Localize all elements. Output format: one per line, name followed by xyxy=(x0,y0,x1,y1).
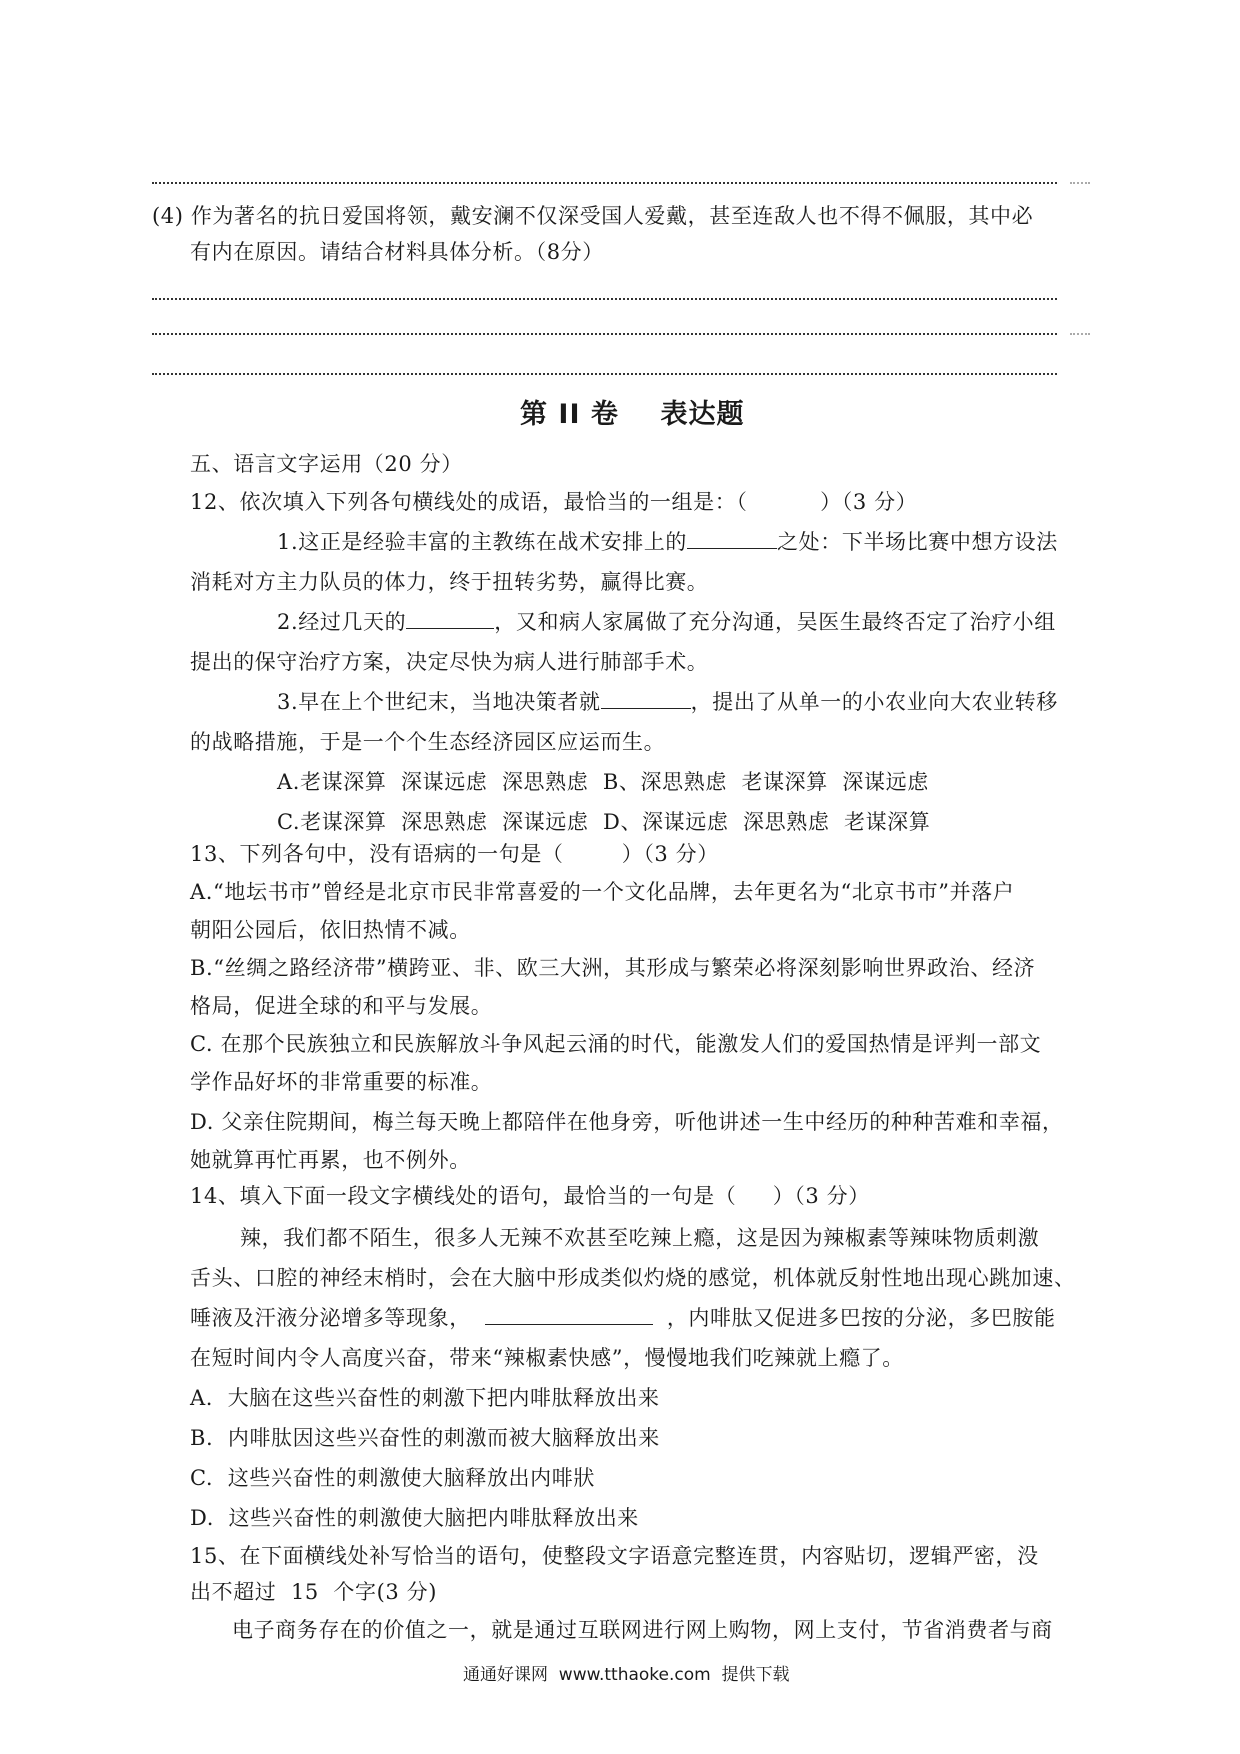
q14-para-line2: 舌头、口腔的神经末梢时，会在大脑中形成类似灼烧的感觉，机体就反射性地出现心跳加速、 xyxy=(190,1266,1076,1290)
q12-s3-part-a: 3.早在上个世纪末，当地决策者就 xyxy=(277,690,601,714)
q12-sentence3 xyxy=(277,686,1058,716)
q13-option-b-line2: 格局，促进全球的和平与发展。 xyxy=(190,994,493,1018)
q12-sentence2 xyxy=(277,606,1056,636)
q13-option-a-line2: 朝阳公园后，依旧热情不减。 xyxy=(190,918,471,942)
q14-stem: 14、填入下面一段文字横线处的语句，最恰当的一句是（ ）（3 分） xyxy=(190,1184,870,1208)
q14-option-a: A. 大脑在这些兴奋性的刺激下把内啡肽释放出来 xyxy=(190,1386,660,1410)
page-footer: 通通好课网 www.tthaoke.com 提供下载 xyxy=(463,1665,790,1685)
q12-options-ab: A.老谋深算 深谋远虑 深思熟虑 B、深思熟虑 老谋深算 深谋远虑 xyxy=(277,770,929,794)
q12-s2-cont: 提出的保守治疗方案，决定尽快为病人进行肺部手术。 xyxy=(190,650,709,674)
q4-line2: 有内在原因。请结合材料具体分析。（8分） xyxy=(190,240,604,264)
fill-blank[interactable] xyxy=(687,530,777,549)
q4-line1: (4) 作为著名的抗日爱国将领，戴安澜不仅深受国人爱戴，甚至连敌人也不得不佩服，其中必 xyxy=(152,204,1034,228)
section5-heading: 五、语言文字运用（20 分） xyxy=(190,452,463,476)
answer-line xyxy=(152,182,1057,184)
q12-s3-cont: 的战略措施，于是一个个生态经济园区应运而生。 xyxy=(190,730,666,754)
q13-option-a-line1: A.“地坛书市”曾经是北京市民非常喜爱的一个文化品牌，去年更名为“北京书市”并落户 xyxy=(190,880,1015,904)
q14-p3-part-b: ，内啡肽又促进多巴按的分泌，多巴胺能 xyxy=(666,1306,1056,1330)
q14-p3-part-a: 唾液及汗液分泌增多等现象， xyxy=(190,1306,471,1330)
q12-s1-part-b: 之处：下半场比赛中想方设法 xyxy=(777,530,1058,554)
q13-stem: 13、下列各句中，没有语病的一句是（ ）（3 分） xyxy=(190,842,719,866)
q12-options-cd: C.老谋深算 深思熟虑 深谋远虑 D、深谋远虑 深思熟虑 老谋深算 xyxy=(277,810,931,834)
q13-option-c-line2: 学作品好坏的非常重要的标准。 xyxy=(190,1070,493,1094)
q14-option-c: C. 这些兴奋性的刺激使大脑释放出内啡狀 xyxy=(190,1466,595,1490)
q15-para-line1: 电子商务存在的价值之一，就是通过互联网进行网上购物，网上支付，节省消费者与商 xyxy=(232,1618,1053,1642)
answer-line-tail xyxy=(1070,182,1090,184)
fill-blank[interactable] xyxy=(601,690,691,709)
q12-s1-part-a: 1.这正是经验丰富的主教练在战术安排上的 xyxy=(277,530,688,554)
fill-blank[interactable] xyxy=(406,610,494,629)
q14-option-b: B. 内啡肽因这些兴奋性的刺激而被大脑释放出来 xyxy=(190,1426,660,1450)
q15-stem-line1: 15、在下面横线处补写恰当的语句，使整段文字语意完整连贯，内容贴切，逻辑严密，没 xyxy=(190,1544,1039,1568)
answer-line xyxy=(152,333,1057,335)
answer-line xyxy=(152,298,1057,300)
section-title: 第 II 卷 表达题 xyxy=(520,399,745,430)
q12-s2-part-a: 2.经过几天的 xyxy=(277,610,407,634)
q12-s3-part-b: ，提出了从单一的小农业向大农业转移 xyxy=(690,690,1058,714)
q13-option-b-line1: B.“丝绸之路经济带”横跨亚、非、欧三大洲，其形成与繁荣必将深刻影响世界政治、经济 xyxy=(190,956,1036,980)
fill-blank[interactable] xyxy=(485,1306,653,1325)
q14-para-line1: 辣，我们都不陌生，很多人无辣不欢甚至吃辣上瘾，这是因为辣椒素等辣味物质刺激 xyxy=(240,1226,1040,1250)
q12-s2-part-b: ，又和病人家属做了充分沟通，吴医生最终否定了治疗小组 xyxy=(494,610,1056,634)
q13-option-d-line2: 她就算再忙再累，也不例外。 xyxy=(190,1148,471,1172)
q14-option-d: D. 这些兴奋性的刺激使大脑把内啡肽释放出来 xyxy=(190,1506,639,1530)
answer-line-tail xyxy=(1070,333,1090,335)
q12-s1-cont: 消耗对方主力队员的体力，终于扭转劣势，赢得比赛。 xyxy=(190,570,709,594)
q15-stem-line2: 出不超过 15 个字(3 分) xyxy=(190,1580,438,1604)
q13-option-d-line1: D. 父亲住院期间，梅兰每天晚上都陪伴在他身旁，听他讲述一生中经历的种种苦难和幸福， xyxy=(190,1110,1064,1134)
q12-stem: 12、依次填入下列各句横线处的成语，最恰当的一组是：（ ）（3 分） xyxy=(190,490,918,514)
q13-option-c-line1: C. 在那个民族独立和民族解放斗争风起云涌的时代，能激发人们的爱国热情是评判一部文 xyxy=(190,1032,1042,1056)
q14-para-line4: 在短时间内令人高度兴奋，带来“辣椒素快感”，慢慢地我们吃辣就上瘾了。 xyxy=(190,1346,904,1370)
q14-para-line3 xyxy=(190,1302,1056,1332)
answer-line xyxy=(152,373,1057,375)
q12-sentence1 xyxy=(277,526,1058,556)
